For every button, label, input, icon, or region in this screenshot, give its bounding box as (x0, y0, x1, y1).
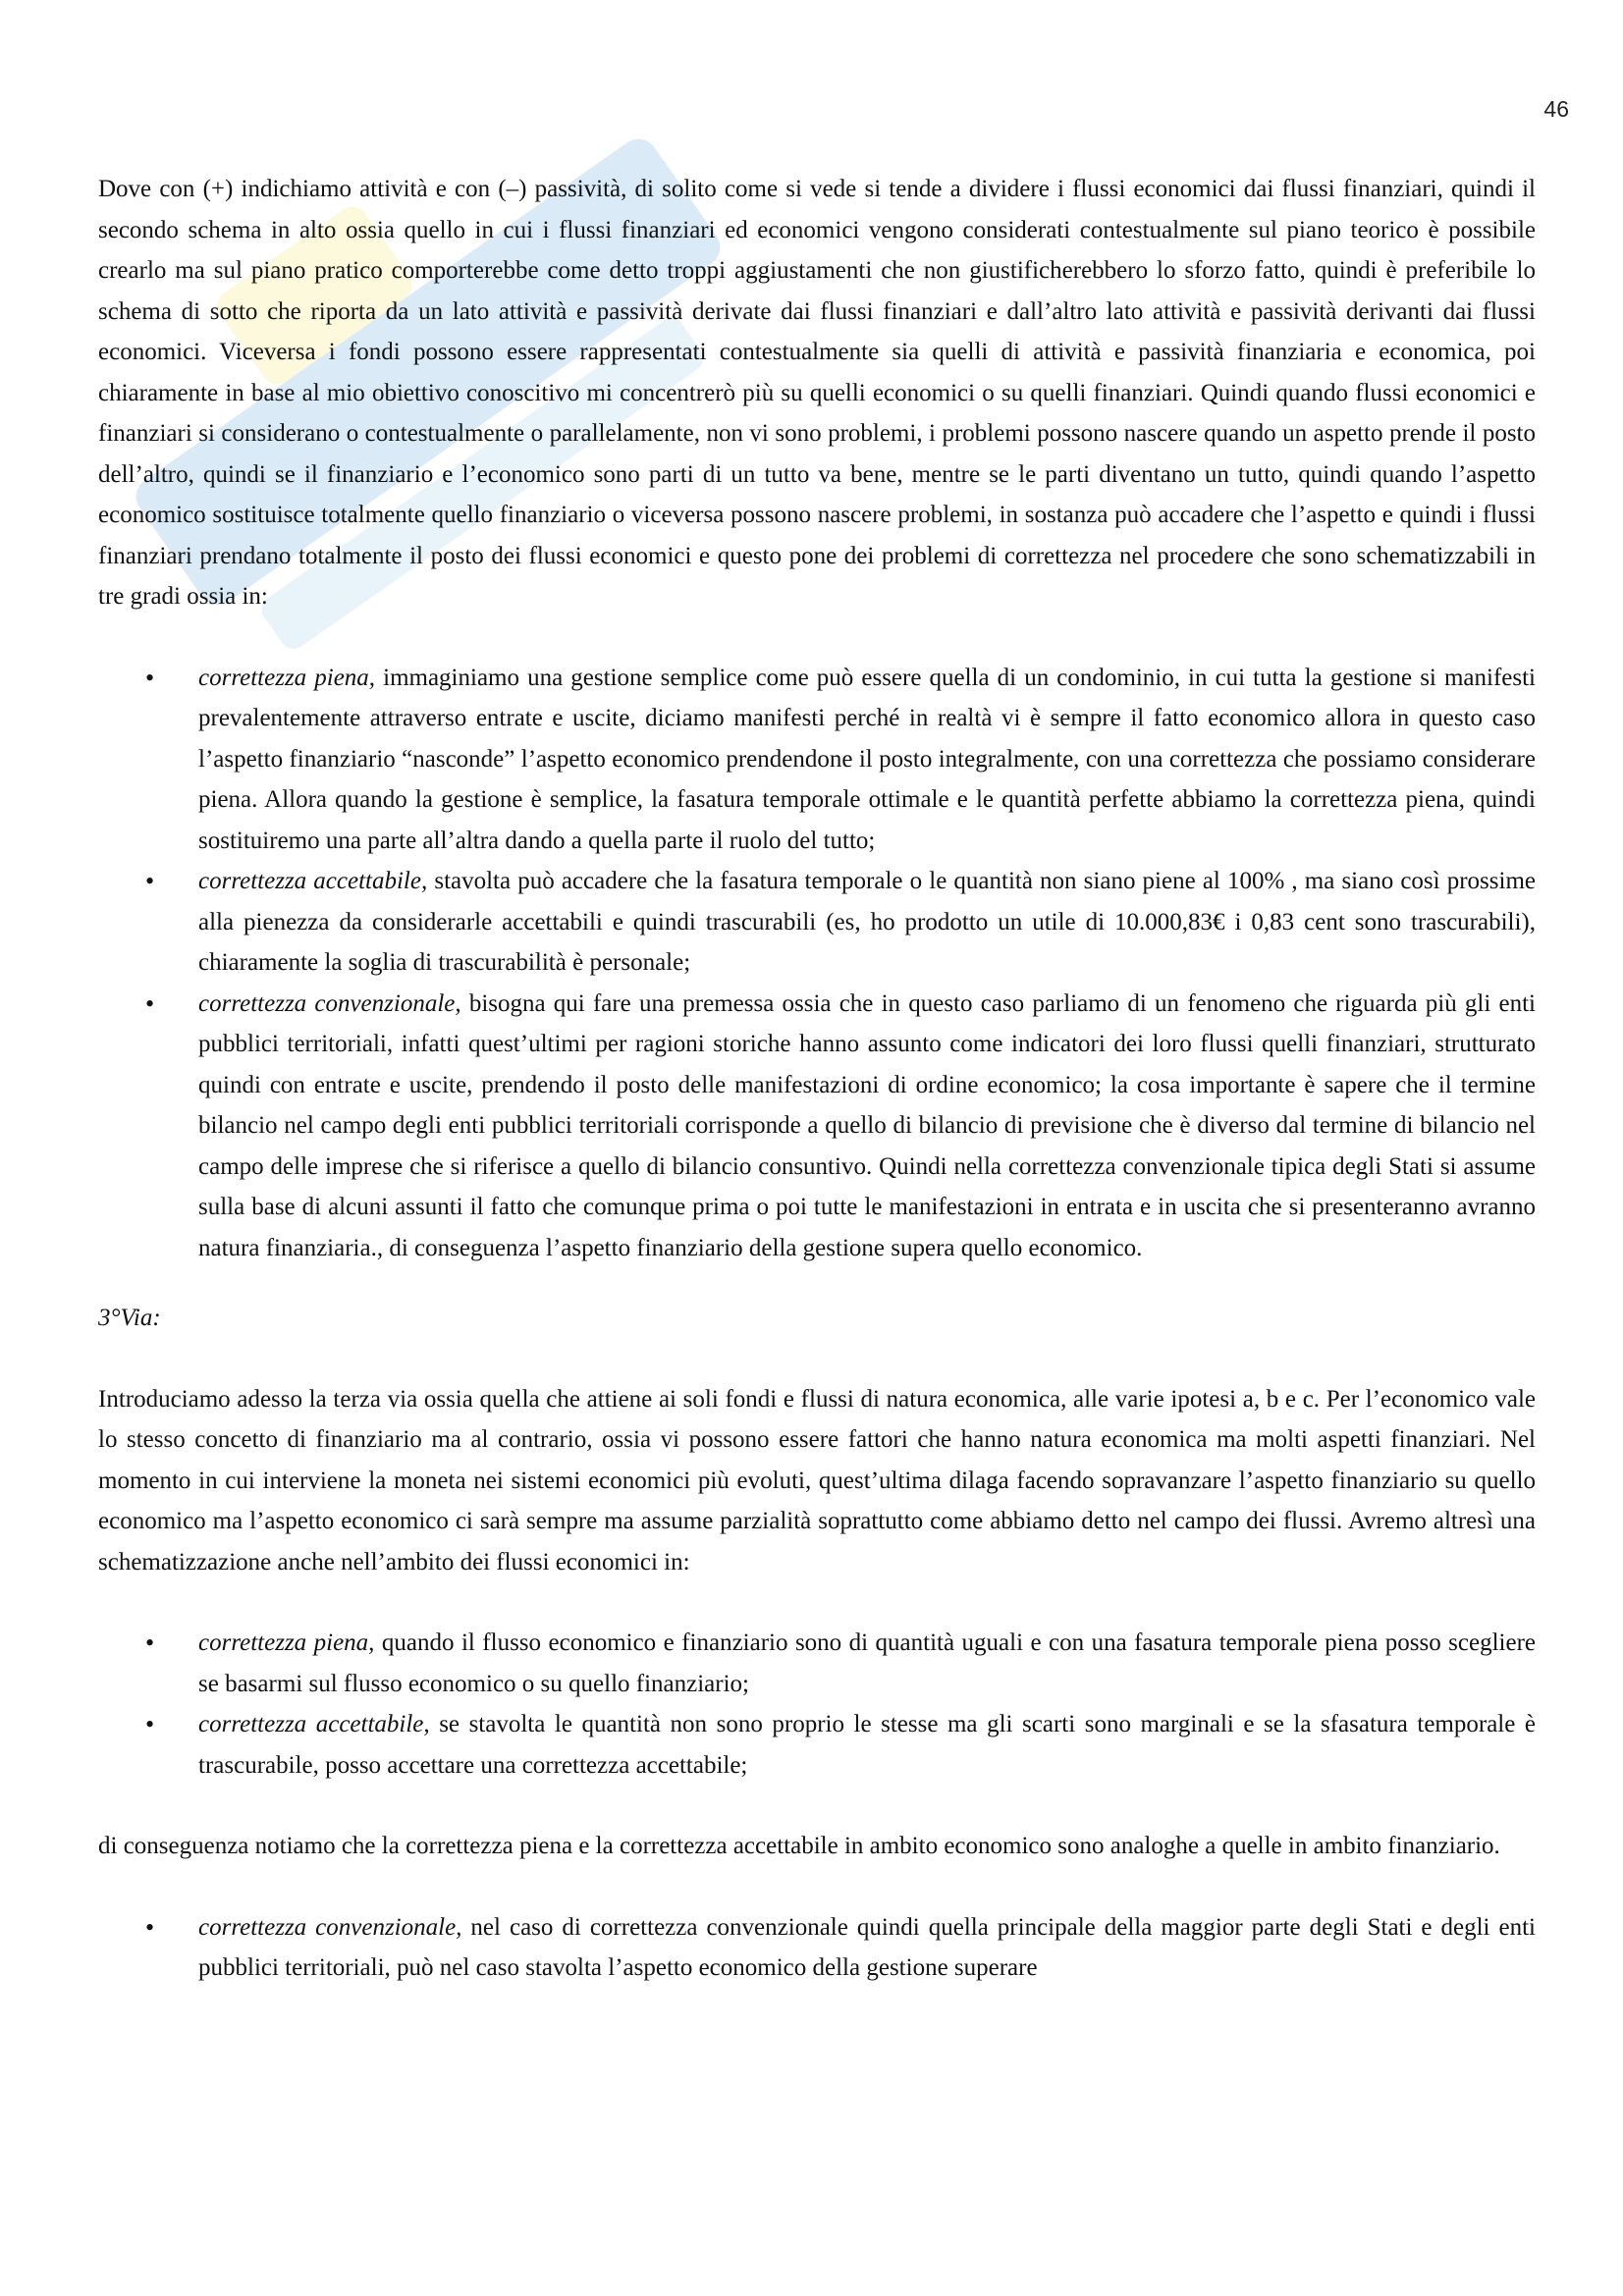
list-item-term: correttezza piena, (198, 1629, 375, 1656)
list-item-correttezza-accettabile (98, 861, 1536, 984)
list-item-correttezza-convenzionale (98, 1907, 1536, 1989)
list-item-text: quando il flusso economico e finanziario sono di quantità uguali e con una fasatura temporale piena posso scegliere se basarmi sul flusso economico o su quello finanziario; (198, 1629, 1536, 1697)
bullet-icon: • (145, 1629, 155, 1657)
list-correttezza-economica (98, 1623, 1536, 1786)
bullet-icon: • (145, 867, 155, 895)
paragraph-terza-via: Introduciamo adesso la terza via ossia quella che attiene ai soli fondi e flussi di natura economica, alle varie ipotesi a, b e c. Per l’economico vale lo stesso concetto di finanziario ma al contrario, ossia vi possono essere fattori che hanno natura economica ma molti aspetti finanziari. Nel momento in cui interviene la moneta nei sistemi economici più evoluti, quest’ultima dilaga facendo sopravanzare l’aspetto finanziario su quello economico ma l’aspetto economico ci sarà sempre ma assume parzialità soprattutto come abbiamo detto nel campo dei flussi. Avremo altresì una schematizzazione anche nell’ambito dei flussi economici in: (98, 1385, 1536, 1575)
list-item-text: bisogna qui fare una premessa ossia che in questo caso parliamo di un fenomeno che riguarda più gli enti pubblici territoriali, infatti quest’ultimi per ragioni storiche hanno assunto come indicatori dei loro flussi quelli finanziari, strutturato quindi con entrate e uscite, prendendo il posto delle manifestazioni di ordine economico; la cosa importante è sapere che il termine bilancio nel campo degli enti pubblici territoriali corrisponde a quello di bilancio di previsione che è diverso dal termine di bilancio nel campo delle imprese che si riferisce a quello di bilancio consuntivo. Quindi nella correttezza convenzionale tipica degli Stati si assume sulla base di alcuni assunti il fatto che comunque prima o poi tutte le manifestazioni in entrata e in uscita che si presenteranno avranno natura finanziaria., di conseguenza l’aspetto finanziario della gestione supera quello economico. (198, 989, 1536, 1261)
list-item-term: correttezza convenzionale, (198, 1913, 462, 1941)
list-item-correttezza-convenzionale (98, 984, 1536, 1269)
bullet-icon: • (145, 988, 155, 1018)
list-correttezza-finanziaria (98, 658, 1536, 1269)
paragraph-conseguenza: di conseguenza notiamo che la correttezza piena e la correttezza accettabile in ambito economico sono analoghe a quelle in ambito finanziario. (98, 1833, 1500, 1859)
bullet-icon: • (145, 1710, 155, 1738)
list-item-text: stavolta può accadere che la fasatura temporale o le quantità non siano piene al 100% , ma siano così prossime alla pienezza da considerarle accettabili e quindi trascurabili (es, ho prodotto un utile di 10.000,83€ i 0,83 cent sono trascurabili), chiaramente la soglia di trascurabilità è personale; (198, 868, 1536, 976)
paragraph-intro: Dove con (+) indichiamo attività e con (–) passività, di solito come si vede si tende a dividere i flussi economici dai flussi finanziari, quindi il secondo schema in alto ossia quello in cui i flussi finanziari ed economici vengono considerati contestualmente sul piano teorico è possibile crearlo ma sul piano pratico comporterebbe come detto troppi aggiustamenti che non giustificherebbero lo sforzo fatto, quindi è preferibile lo schema di sotto che riporta da un lato attività e passività derivate dai flussi finanziari e dall’altro lato attività e passività derivanti dai flussi economici. Viceversa i fondi possono essere rappresentati contestualmente sia quelli di attività e passività finanziaria e economica, poi chiaramente in base al mio obiettivo conoscitivo mi concentrerò più su quelli economici o su quelli finanziari. Quindi quando flussi economici e finanziari si considerano o contestualmente o parallelamente, non vi sono problemi, i problemi possono nascere quando un aspetto prende il posto dell’altro, quindi se il finanziario e l’economico sono parti di un tutto va bene, mentre se le parti diventano un tutto, quindi quando l’aspetto economico sostituisce totalmente quello finanziario o viceversa possono nascere problemi, in sostanza può accadere che l’aspetto e quindi i flussi finanziari prendano totalmente il posto dei flussi economici e questo pone dei problemi di correttezza nel procedere che sono schematizzabili in tre gradi ossia in: (98, 176, 1536, 610)
list-item-term: correttezza accettabile, (198, 868, 428, 894)
list-item-term: correttezza accettabile, (198, 1711, 430, 1737)
bullet-icon: • (145, 663, 155, 692)
list-item-text: se stavolta le quantità non sono proprio le stesse ma gli scarti sono marginali e se la sfasatura temporale è trascurabile, posso accettare una correttezza accettabile; (198, 1711, 1536, 1779)
list-item-correttezza-piena (98, 658, 1536, 862)
page-number: 46 (1543, 96, 1569, 122)
list-item-term: correttezza piena, (198, 664, 376, 691)
list-item-text: nel caso di correttezza convenzionale quindi quella principale della maggior parte degli Stati e degli enti pubblici territoriali, può nel caso stavolta l’aspetto economico della gestione superare (198, 1913, 1536, 1981)
list-item-correttezza-accettabile (98, 1704, 1536, 1786)
document-body (98, 169, 1536, 1989)
bullet-icon: • (145, 1912, 155, 1942)
list-item-text: immaginiamo una gestione semplice come può essere quella di un condominio, in cui tutta la gestione si manifesti prevalentemente attraverso entrate e uscite, diciamo manifesti perché in realtà vi è sempre il fatto economico allora in questo caso l’aspetto finanziario “nasconde” l’aspetto economico prendendone il posto integralmente, con una correttezza che possiamo considerare piena. Allora quando la gestione è semplice, la fasatura temporale ottimale e le quantità perfette abbiamo la correttezza piena, quindi sostituiremo una parte all’altra dando a quella parte il ruolo del tutto; (198, 664, 1536, 854)
list-item-term: correttezza convenzionale, (198, 989, 461, 1017)
list-item-correttezza-piena (98, 1623, 1536, 1704)
list-correttezza-convenzionale-economica (98, 1907, 1536, 1989)
section-heading-3-via: 3°Via: (98, 1305, 161, 1331)
